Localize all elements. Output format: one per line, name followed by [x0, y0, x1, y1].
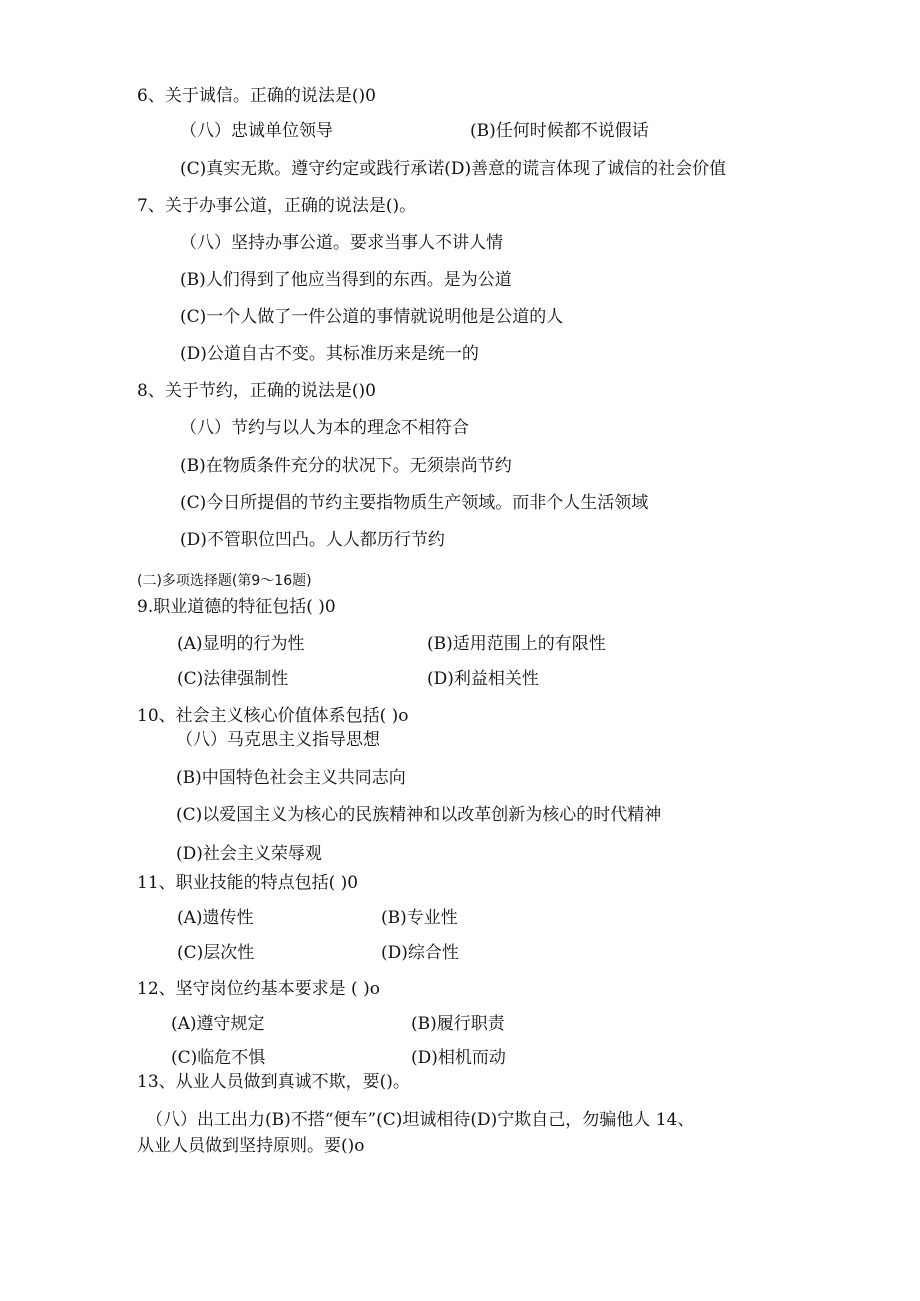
section-heading: (二)多项选择题(第9〜16题) [137, 573, 312, 589]
q12-option-c: (C)临危不惧 [171, 1048, 266, 1068]
q13-options: （八）出工出力(B)不搭“便车”(C)坦诚相待(D)宁欺自己，勿骗他人 14、 [146, 1110, 695, 1130]
q6-stem: 6、关于诚信。正确的说法是()0 [137, 86, 376, 106]
q10-option-d: (D)社会主义荣辱观 [176, 844, 322, 864]
q13-stem: 13、从业人员做到真诚不欺，要()。 [137, 1072, 410, 1092]
q12-option-b: (B)履行职责 [411, 1014, 505, 1034]
q14-stem-cont: 从业人员做到坚持原则。要()o [137, 1136, 365, 1156]
q11-option-b: (B)专业性 [381, 908, 458, 928]
q6-option-a: （八）忠诚单位领导 [180, 121, 333, 141]
q12-option-d: (D)相机而动 [411, 1048, 506, 1068]
q7-option-c: (C)一个人做了一件公道的事情就说明他是公道的人 [180, 307, 564, 327]
q10-option-b: (B)中国特色社会主义共同志向 [176, 768, 406, 788]
q11-option-c: (C)层次性 [177, 943, 255, 963]
q8-option-b: (B)在物质条件充分的状况下。无须崇尚节约 [180, 456, 512, 476]
q11-option-d: (D)综合性 [381, 943, 459, 963]
q7-option-b: (B)人们得到了他应当得到的东西。是为公道 [180, 270, 512, 290]
q6-option-b: (B)任何时候都不说假话 [470, 121, 649, 141]
q9-option-b: (B)适用范围上的有限性 [427, 634, 606, 654]
q7-option-d: (D)公道自古不变。其标准历来是统一的 [180, 344, 479, 364]
q10-option-a: （八）马克思主义指导思想 [176, 730, 380, 750]
q6-option-cd: (C)真实无欺。遵守约定或践行承诺(D)善意的谎言体现了诚信的社会价值 [180, 159, 727, 179]
q9-option-c: (C)法律强制性 [177, 669, 289, 689]
q12-stem: 12、坚守岗位约基本要求是 ( )o [137, 979, 380, 999]
q9-option-d: (D)利益相关性 [427, 669, 539, 689]
q8-option-c: (C)今日所提倡的节约主要指物质生产领域。而非个人生活领域 [180, 493, 649, 513]
q11-option-a: (A)遗传性 [177, 908, 254, 928]
q10-stem: 10、社会主义核心价值体系包括( )o [137, 706, 409, 726]
q8-stem: 8、关于节约，正确的说法是()0 [137, 381, 376, 401]
q7-stem: 7、关于办事公道，正确的说法是()。 [137, 196, 417, 216]
q9-option-a: (A)显明的行为性 [177, 634, 305, 654]
q7-option-a: （八）坚持办事公道。要求当事人不讲人情 [180, 233, 503, 253]
q8-option-d: (D)不管职位凹凸。人人都历行节约 [180, 530, 445, 550]
q10-option-c: (C)以爱国主义为核心的民族精神和以改革创新为核心的时代精神 [176, 805, 662, 825]
q9-stem: 9.职业道德的特征包括( )0 [137, 597, 336, 617]
q11-stem: 11、职业技能的特点包括( )0 [137, 873, 359, 893]
q8-option-a: （八）节约与以人为本的理念不相符合 [180, 418, 469, 438]
q12-option-a: (A)遵守规定 [171, 1014, 265, 1034]
